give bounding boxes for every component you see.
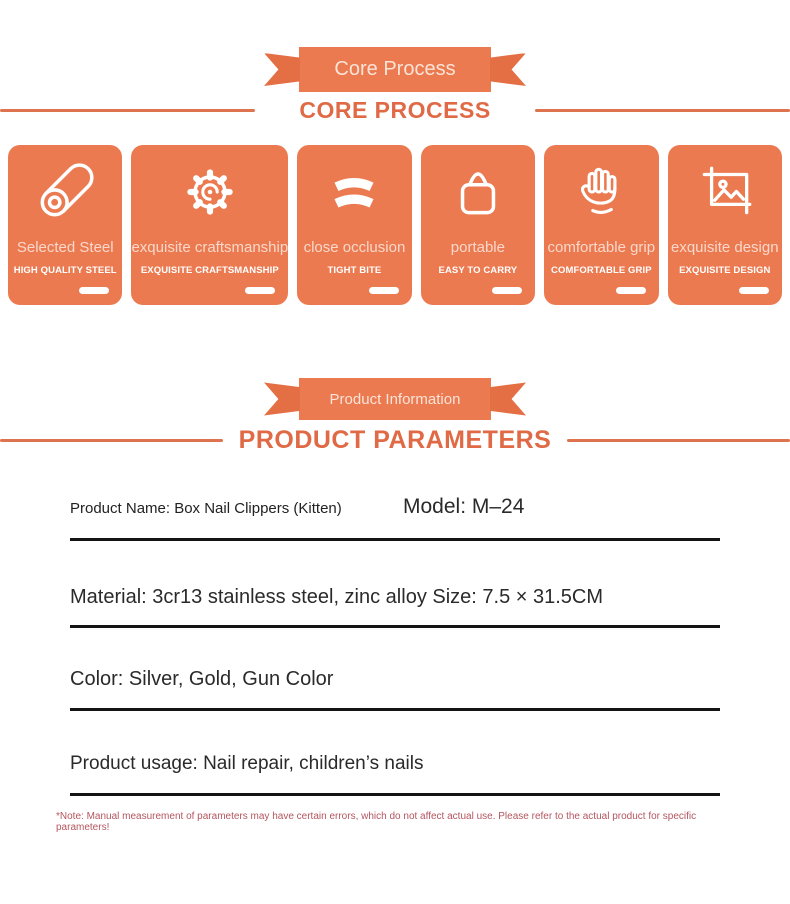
parameters-list (56, 495, 720, 833)
footnote: *Note: Manual measurement of parameters may have certain errors, which do not affect actual use. Please refer to the actual product for specific parameters! (56, 811, 697, 833)
param-product-name: Product Name: Box Nail Clippers (Kitten) (70, 500, 342, 517)
ribbon-label: Core Process (334, 58, 456, 80)
card-dash-icon (616, 287, 646, 294)
heading-rule-right (535, 109, 790, 112)
card-label: comfortable grip (547, 239, 656, 256)
heading-rule-right (567, 439, 790, 442)
param-divider (70, 708, 720, 711)
core-process-ribbon (299, 47, 491, 92)
feature-card-grip (544, 145, 658, 305)
occlusion-icon (321, 159, 387, 225)
card-label: Selected Steel (16, 239, 114, 256)
card-dash-icon (245, 287, 275, 294)
param-model: Model: M–24 (403, 495, 525, 518)
steel-roll-icon (32, 159, 98, 225)
card-label: close occlusion (303, 239, 406, 256)
card-dash-icon (369, 287, 399, 294)
feature-card-design (668, 145, 782, 305)
card-dash-icon (492, 287, 522, 294)
feature-card-occlusion (297, 145, 411, 305)
card-label: exquisite design (671, 239, 779, 256)
section-heading: PRODUCT PARAMETERS (238, 426, 552, 454)
card-caption: EXQUISITE DESIGN (679, 265, 771, 276)
ribbon-tail-left-icon (264, 53, 300, 86)
card-caption: HIGH QUALITY STEEL (13, 265, 117, 276)
ribbon-tail-right-icon (490, 383, 526, 416)
param-divider (70, 538, 720, 541)
ribbon-tail-right-icon (490, 53, 526, 86)
card-caption: EASY TO CARRY (438, 265, 518, 276)
card-caption: COMFORTABLE GRIP (551, 265, 652, 276)
hand-icon (568, 159, 634, 225)
param-row-name-model (70, 495, 720, 525)
param-row-usage: Product usage: Nail repair, children’s nails (70, 753, 424, 774)
feature-cards (0, 145, 790, 305)
card-caption: TIGHT BITE (327, 265, 382, 276)
feature-card-portable (421, 145, 535, 305)
tote-bag-icon (445, 159, 511, 225)
picture-icon (692, 159, 758, 225)
section-heading: CORE PROCESS (299, 97, 491, 123)
feature-card-selected-steel (8, 145, 122, 305)
feature-card-craftsmanship (131, 145, 288, 305)
card-dash-icon (79, 287, 109, 294)
ribbon-tail-left-icon (264, 383, 300, 416)
card-label: exquisite craftsmanship (131, 239, 289, 256)
param-row-material-size: Material: 3cr13 stainless steel, zinc alloy Size: 7.5 × 31.5CM (70, 586, 604, 608)
gear-icon (177, 159, 243, 225)
product-parameters-heading-row (0, 426, 790, 455)
ribbon-label: Product Information (329, 390, 461, 408)
param-divider (70, 625, 720, 628)
param-divider (70, 793, 720, 796)
product-information-ribbon (299, 378, 491, 420)
card-caption: EXQUISITE CRAFTSMANSHIP (140, 265, 279, 276)
heading-rule-left (0, 439, 223, 442)
heading-rule-left (0, 109, 255, 112)
card-label: portable (450, 239, 505, 256)
card-dash-icon (739, 287, 769, 294)
param-row-color: Color: Silver, Gold, Gun Color (70, 668, 334, 690)
core-process-heading-row (0, 97, 790, 124)
